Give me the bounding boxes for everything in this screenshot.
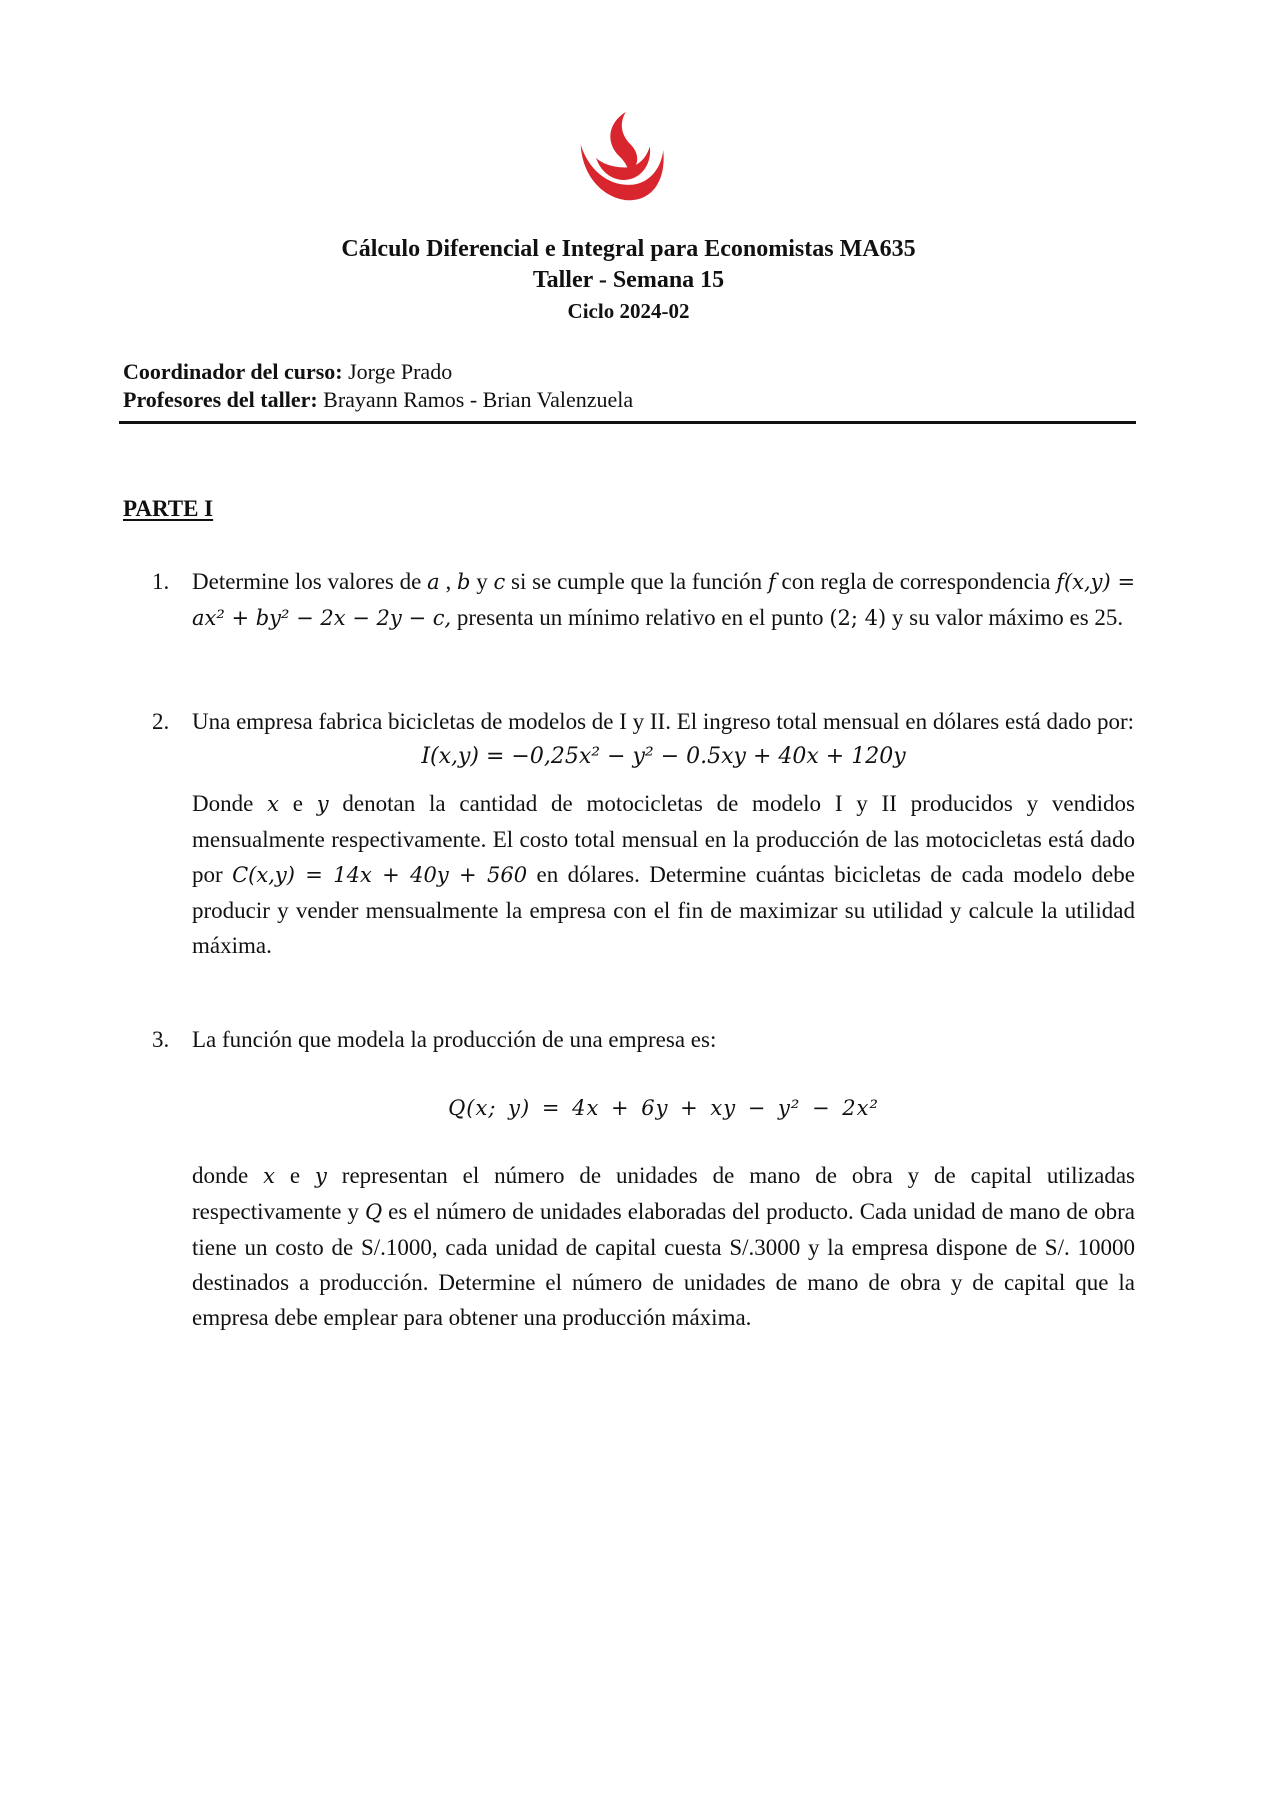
text-run: donde (192, 1163, 264, 1188)
function-formula: f(x,y) = ax² + by² − 2x − 2y − c, (192, 570, 1136, 630)
problem-2 (152, 704, 1135, 963)
math-var: b (456, 570, 471, 594)
coordinator-label: Coordinador del curso: (123, 359, 343, 384)
text-run: con regla de correspondencia (775, 569, 1057, 594)
cycle-label: Ciclo 2024-02 (567, 299, 690, 323)
problem-text (192, 786, 1135, 963)
problem-text (192, 1158, 1135, 1335)
document-header (0, 234, 1257, 326)
coordinator-line (123, 358, 633, 386)
problem-number: 2. (152, 709, 170, 734)
course-meta (123, 358, 633, 414)
text-run: es el número de unidades elaboradas del producto. Cada unidad de mano de obra tiene un costo de S/.1000, cada unidad de capital cuesta S/.3000 y la empresa dispone de S/. 10000 destinados a producción. Determine el número de unidades de mano de obra y de capital que la empresa debe emplear para obtener una producción máxima. (192, 1199, 1135, 1330)
problem-intro: Una empresa fabrica bicicletas de modelos de I y II. El ingreso total mensual en dólares está dado por: (192, 709, 1135, 734)
problem-1 (152, 564, 1136, 636)
coordinator-name: Jorge Prado (342, 359, 453, 384)
upc-flame-logo (573, 108, 669, 204)
workshop-subtitle: Taller - Semana 15 (532, 267, 725, 293)
text-run: , (439, 569, 457, 594)
professors-line (123, 386, 633, 414)
problem-number: 1. (152, 569, 170, 594)
text-run: y su valor máximo es 25. (886, 605, 1124, 630)
professors-label: Profesores del taller: (123, 387, 318, 412)
text-run: y (470, 569, 494, 594)
text-run: en dólares. Determine cuántas bicicletas de cada modelo debe producir y vender mensualmente la empresa con el fin de maximizar su utilidad y calcule la utilidad máxima. (192, 862, 1135, 958)
text-run: e (278, 791, 317, 816)
math-var: y (315, 1164, 327, 1188)
text-run: representan el número de unidades de mano de obra y de capital utilizadas respectivamente y (192, 1163, 1135, 1224)
cost-formula: C(x,y) = 14x + 40y + 560 (232, 863, 528, 887)
problem-number: 3. (152, 1027, 170, 1052)
math-var: f (767, 570, 776, 594)
revenue-equation: I(x,y) = −0,25x² − y² − 0.5xy + 40x + 120y (421, 744, 906, 769)
text-run: denotan la cantidad de motocicletas de modelo I y II producidos y vendidos mensualmente respectivamente. El costo total mensual en la producción de las motocicletas está dado por (192, 791, 1135, 887)
point-coordinates: (2; 4) (829, 606, 887, 630)
text-run: si se cumple que la función (505, 569, 768, 594)
professors-names: Brayann Ramos - Brian Valenzuela (317, 387, 634, 412)
course-title: Cálculo Diferencial e Integral para Economistas MA635 (341, 236, 916, 262)
text-run: Determine los valores de (192, 569, 428, 594)
problem-intro: La función que modela la producción de una empresa es: (192, 1027, 717, 1052)
math-var: x (263, 1164, 275, 1188)
text-run: Donde (192, 791, 268, 816)
part-heading: PARTE I (123, 496, 214, 521)
header-divider (119, 421, 1136, 424)
math-var: x (267, 792, 279, 816)
text-run: e (274, 1163, 315, 1188)
problem-text (192, 564, 1135, 636)
math-var: Q (364, 1200, 383, 1224)
math-var: c (493, 570, 506, 594)
math-var: y (316, 792, 329, 816)
text-run: presenta un mínimo relativo en el punto (451, 605, 830, 630)
problem-3 (152, 1022, 1135, 1335)
math-var: a (427, 570, 440, 594)
production-equation: Q(x; y) = 4x + 6y + xy − y² − 2x² (448, 1096, 879, 1120)
